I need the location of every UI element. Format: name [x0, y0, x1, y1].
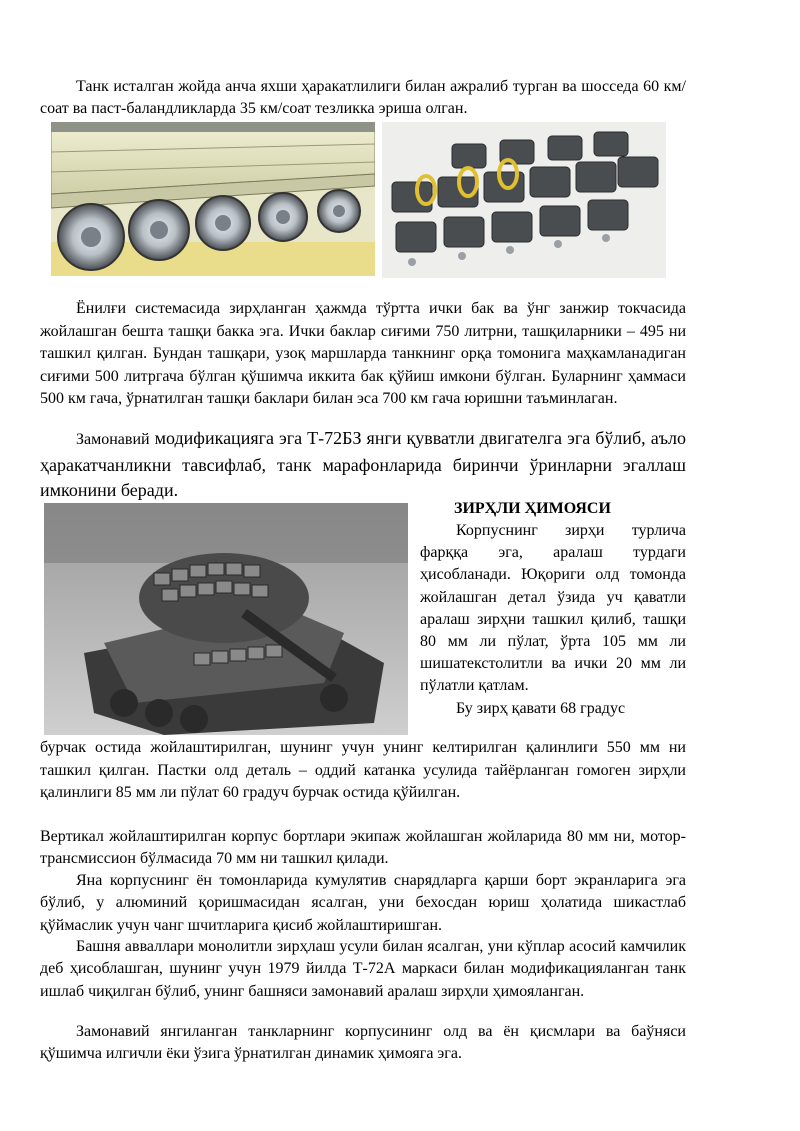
road-wheels-image: [51, 122, 375, 276]
tank-photo: [44, 503, 408, 735]
paragraph-turret: Башня авваллари монолитли зирҳлаш усули билан ясалган, уни кўплар асосий камчилик деб ҳисоблашган, шунинг учун 1979 йилда Т-72А маркаси билан модификацияланган танк ишлаб чиқилган бўлиб, унинг башняси замонавий аралаш зирҳли ҳимояланган.: [40, 938, 686, 1000]
paragraph-armor-side: Корпуснинг зирҳи турлича фарққа эга, аралаш турдаги ҳисобланади. Юқориги олд томонда жойлашган детал ўзида уч қаватли аралаш зирҳни ташкил қилиб, ташқи 80 мм ли пўлат, ўрта 105 мм ли шишатекстолитли ва ички 20 мм ли пўлатли қатлам. Бу зирҳ қавати 68 градус: [420, 522, 686, 717]
paragraph-hull-sides: Вертикал жойлаштирилган корпус бортлари экипаж жойлашган жойларида 80 мм ни, мотор-трансмиссион бўлмасида 70 мм ни ташкил қилади.: [40, 828, 686, 868]
paragraph-fuel-system: Ёнилғи системасида зирҳланган ҳажмда тўртта ички бак ва ўнг занжир токчасида жойлашган бешта ташқи бакка эга. Ички баклар сиғими 750 литрни, ташқиларники – 495 ни ташкил қилган. Бундан ташқари, узоқ маршларда танкнинг орқа томонига маҳкамланадиган сиғими 500 литргача бўлган қўшимча иккита бак қўйиш имкони бўлган. Буларнинг ҳаммаси 500 км гача, ўрнатилган ташқи баклари билан эса 700 км гача юришни таъминлаган.: [40, 300, 686, 407]
section-heading: ЗИРҲЛИ ҲИМОЯСИ: [454, 500, 611, 517]
armor-section-column: [420, 498, 686, 720]
paragraph-mobility: Танк исталган жойда анча яхши ҳаракатлилиги билан ажралиб турган ва шосседа 60 км/соат ва паст-баландликларда 35 км/соат тезликка эриша олган.: [40, 78, 686, 118]
paragraph-armor-angle: бурчак остида жойлаштирилган, шунинг учун унинг келтирилган қалинлиги 550 мм ни ташкил қилган. Пастки олд деталь – оддий катанка усулида тайёрланган гомоген зирҳли қалинлиги 85 мм ли пўлат 60 градуч бурчак остида қўйилган.: [40, 739, 686, 801]
paragraph-dynamic-protection: Замонавий янгиланган танкларнинг корпусининг олд ва ён қисмлари ва баўняси қўшимча илгичли ёки ўзига ўрнатилган динамик ҳимояга эга.: [40, 1023, 686, 1063]
track-links-image: [382, 122, 666, 278]
paragraph-modification: Замонавий модификацияга эга Т-72БЗ янги қувватли двигателга эга бўлиб, аъло ҳаракатчанликни тавсифлаб, танк марафонларида биринчи ўринларни эгаллаш имконини беради.: [40, 428, 686, 500]
paragraph-side-screens: Яна корпуснинг ён томонларида кумулятив снарядларга қарши борт экранларига эга бўлиб, у алюминий қоришмасидан ясалган, уни бехосдан юриш ҳолатида шикастлаб қўймаслик учун чанг шчитларига қисиб жойлаштиришган.: [40, 872, 686, 934]
